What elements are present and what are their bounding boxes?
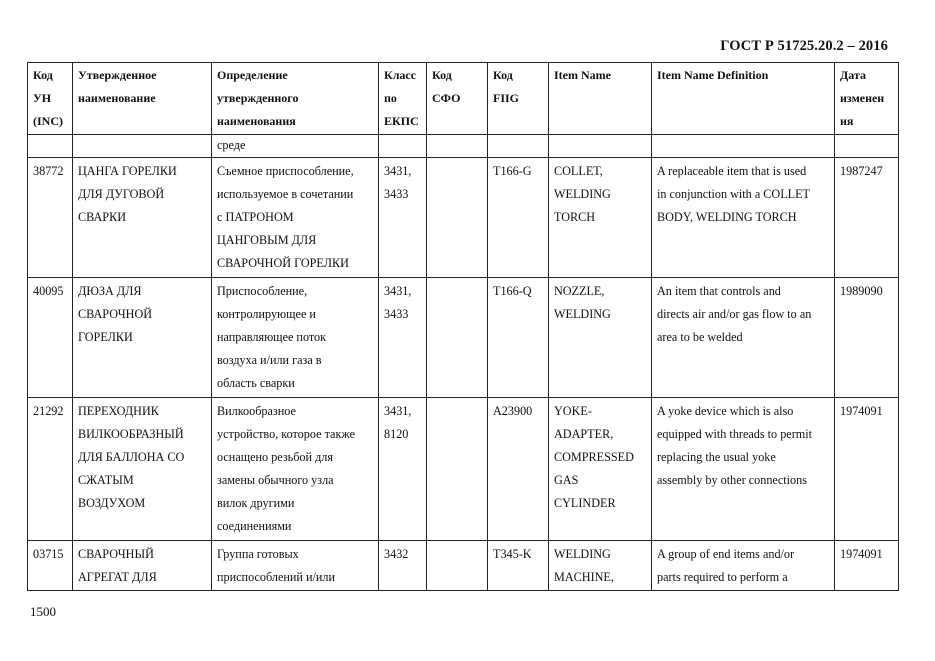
cell-definition: среде xyxy=(212,135,379,158)
cell-approved-name: СВАРОЧНЫЙ АГРЕГАТ ДЛЯ xyxy=(73,541,212,591)
cell-item-name-definition: A yoke device which is also equipped with threads to permit replacing the usual yoke assembly by other connections xyxy=(652,398,835,541)
cell-inc-code xyxy=(28,135,73,158)
cell-approved-name xyxy=(73,135,212,158)
cell-ekps-class xyxy=(379,135,427,158)
cell-fiig-code xyxy=(488,135,549,158)
cell-ekps-class: 3432 xyxy=(379,541,427,591)
cell-inc-code: 40095 xyxy=(28,278,73,398)
cell-change-date: 1974091 xyxy=(835,398,899,541)
cell-ekps-class: 3431, 3433 xyxy=(379,278,427,398)
cell-change-date: 1987247 xyxy=(835,158,899,278)
cell-fiig-code: T345-K xyxy=(488,541,549,591)
header-approved-name-definition: Определение утвержденного наименования xyxy=(212,63,379,135)
cell-ekps-class: 3431, 3433 xyxy=(379,158,427,278)
cell-definition: Вилкообразное устройство, которое также оснащено резьбой для замены обычного узла вилок другими соединениями xyxy=(212,398,379,541)
cell-approved-name: ДЮЗА ДЛЯ СВАРОЧНОЙ ГОРЕЛКИ xyxy=(73,278,212,398)
cell-inc-code: 03715 xyxy=(28,541,73,591)
header-approved-name: Утвержденное наименование xyxy=(73,63,212,135)
cell-ekps-class: 3431, 8120 xyxy=(379,398,427,541)
cell-change-date: 1974091 xyxy=(835,541,899,591)
cell-sfo-code xyxy=(427,541,488,591)
cell-inc-code: 38772 xyxy=(28,158,73,278)
cell-change-date: 1989090 xyxy=(835,278,899,398)
header-item-name-definition: Item Name Definition xyxy=(652,63,835,135)
page-number: 1500 xyxy=(30,604,56,619)
cell-item-name-definition xyxy=(652,135,835,158)
cell-approved-name: ЦАНГА ГОРЕЛКИ ДЛЯ ДУГОВОЙ СВАРКИ xyxy=(73,158,212,278)
header-inc-code: Код УН (INC) xyxy=(28,63,73,135)
table-row xyxy=(28,398,899,541)
cell-sfo-code xyxy=(427,158,488,278)
table-header-row xyxy=(28,63,899,135)
cell-definition: Группа готовых приспособлений и/или xyxy=(212,541,379,591)
cell-item-name-definition: A replaceable item that is used in conjunction with a COLLET BODY, WELDING TORCH xyxy=(652,158,835,278)
cell-definition: Приспособление, контролирующее и направляющее поток воздуха и/или газа в область сварки xyxy=(212,278,379,398)
cell-item-name: COLLET, WELDING TORCH xyxy=(549,158,652,278)
cell-inc-code: 21292 xyxy=(28,398,73,541)
cell-fiig-code: T166-Q xyxy=(488,278,549,398)
cell-sfo-code xyxy=(427,135,488,158)
cell-item-name xyxy=(549,135,652,158)
classification-table xyxy=(27,62,899,591)
document-standard-header: ГОСТ Р 51725.20.2 – 2016 xyxy=(720,38,888,54)
cell-approved-name: ПЕРЕХОДНИК ВИЛКООБРАЗНЫЙ ДЛЯ БАЛЛОНА СО СЖАТЫМ ВОЗДУХОМ xyxy=(73,398,212,541)
header-change-date: Дата изменен ия xyxy=(835,63,899,135)
cell-fiig-code: T166-G xyxy=(488,158,549,278)
cell-item-name-definition: A group of end items and/or parts required to perform a xyxy=(652,541,835,591)
cell-item-name-definition: An item that controls and directs air and/or gas flow to an area to be welded xyxy=(652,278,835,398)
table-row xyxy=(28,135,899,158)
table-row xyxy=(28,158,899,278)
cell-item-name: WELDING MACHINE, xyxy=(549,541,652,591)
cell-sfo-code xyxy=(427,398,488,541)
cell-item-name: YOKE- ADAPTER, COMPRESSED GAS CYLINDER xyxy=(549,398,652,541)
cell-item-name: NOZZLE, WELDING xyxy=(549,278,652,398)
cell-change-date xyxy=(835,135,899,158)
cell-sfo-code xyxy=(427,278,488,398)
header-fiig-code: Код FIIG xyxy=(488,63,549,135)
table-row xyxy=(28,278,899,398)
header-sfo-code: Код СФО xyxy=(427,63,488,135)
cell-definition: Съемное приспособление, используемое в сочетании с ПАТРОНОМ ЦАНГОВЫМ ДЛЯ СВАРОЧНОЙ ГОРЕЛКИ xyxy=(212,158,379,278)
cell-fiig-code: A23900 xyxy=(488,398,549,541)
header-item-name: Item Name xyxy=(549,63,652,135)
table-row xyxy=(28,541,899,591)
header-ekps-class: Класс по ЕКПС xyxy=(379,63,427,135)
